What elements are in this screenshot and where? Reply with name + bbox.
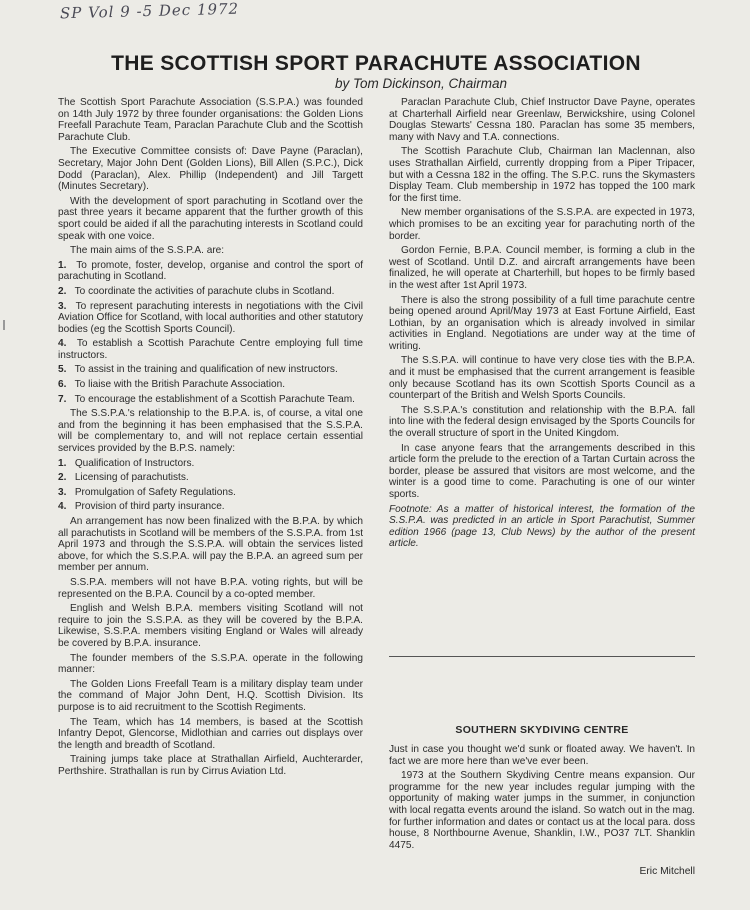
margin-mark bbox=[3, 320, 5, 330]
article-title: THE SCOTTISH SPORT PARACHUTE ASSOCIATION bbox=[111, 52, 641, 75]
footnote: Footnote: As a matter of historical interest, the formation of the S.S.P.A. was predicted in an article in Sport Parachutist, Summer edition 1966 (page 13, Club News) by the author of the present article. bbox=[389, 503, 695, 550]
aim-text: To assist in the training and qualification of new instructors. bbox=[74, 364, 338, 376]
aim-item bbox=[58, 301, 363, 336]
paragraph: In case anyone fears that the arrangements described in this article form the prelude to the erection of a Tartan Curtain across the border, please be assured that visitors are most welcome, and the winter is a good time to come. Parachuting is one of our winter sports. bbox=[389, 442, 695, 500]
left-column bbox=[58, 97, 363, 780]
aim-text: To liaise with the British Parachute Association. bbox=[74, 379, 286, 391]
aim-number: 4. bbox=[58, 338, 67, 350]
paragraph: The Scottish Sport Parachute Association (S.S.P.A.) was founded on 14th July 1972 by three founder organisations: the Golden Lions Freefall Parachute Team, Paraclan Parachute Club and the Scottish Parachute Club. bbox=[58, 97, 363, 143]
paragraph: Training jumps take place at Strathallan Airfield, Auchterarder, Perthshire. Strathallan is run by Cirrus Aviation Ltd. bbox=[58, 754, 363, 777]
aim-number: 5. bbox=[58, 364, 67, 376]
service-text: Provision of third party insurance. bbox=[74, 501, 225, 513]
aim-item bbox=[58, 260, 363, 283]
aim-number: 7. bbox=[58, 393, 67, 405]
aim-number: 1. bbox=[58, 259, 67, 271]
paragraph: The S.S.P.A.'s constitution and relationship with the B.P.A. fall into line with the federal design envisaged by the Sports Councils for the overall structure of sport in the United Kingdom. bbox=[389, 404, 695, 440]
aim-text: To represent parachuting interests in negotiations with the Civil Aviation Office for Scotland, with local authorities and other statutory bodies (eg the Scottish Sports Council). bbox=[58, 300, 363, 335]
paragraph: The Executive Committee consists of: Dave Payne (Paraclan), Secretary, Major John Dent (Golden Lions), Bill Allen (S.P.C.), Dick Dodd (Paraclan), Alex. Phillip (Independent) and Jill Targett (Minutes Secretary). bbox=[58, 146, 363, 193]
service-text: Promulgation of Safety Regulations. bbox=[74, 486, 236, 498]
aim-item bbox=[58, 338, 363, 361]
service-number: 4. bbox=[58, 501, 67, 513]
service-text: Licensing of parachutists. bbox=[74, 472, 189, 484]
signature: Eric Mitchell bbox=[639, 866, 695, 877]
aim-number: 2. bbox=[58, 285, 67, 297]
aim-item bbox=[58, 286, 363, 298]
right-column bbox=[389, 97, 695, 553]
aim-number: 3. bbox=[58, 300, 67, 312]
paragraph: The Scottish Parachute Club, Chairman Ian Maclennan, also uses Strathallan Airfield, currently dropping from a Piper Tripacer, but with a Cessna 182 in the offing. The S.P.C. runs the Skymasters Display Team. Club membership in 1972 has topped the 100 mark for the first time. bbox=[389, 146, 695, 204]
service-item bbox=[58, 487, 363, 499]
paragraph: Just in case you thought we'd sunk or floated away. We haven't. In fact we are more here than we've ever been. bbox=[389, 744, 695, 767]
southern-section-title: SOUTHERN SKYDIVING CENTRE bbox=[455, 724, 629, 736]
service-item bbox=[58, 472, 363, 484]
aim-text: To coordinate the activities of parachute clubs in Scotland. bbox=[74, 285, 335, 297]
service-item bbox=[58, 501, 363, 513]
aim-item bbox=[58, 364, 363, 376]
service-number: 3. bbox=[58, 486, 67, 498]
paragraph: S.S.P.A. members will not have B.P.A. voting rights, but will be represented on the B.P.A. Council by a co-opted member. bbox=[58, 576, 363, 600]
aim-number: 6. bbox=[58, 379, 67, 391]
aim-item bbox=[58, 394, 363, 406]
paragraph: The main aims of the S.S.P.A. are: bbox=[70, 245, 225, 257]
service-item bbox=[58, 458, 363, 470]
southern-section-body bbox=[389, 744, 695, 854]
paragraph: An arrangement has now been finalized with the B.P.A. by which all parachutists in Scotland will be members of the S.S.P.A. from 1st April 1973 and through the S.S.P.A. will obtain the services listed above, for which the S.S.P.A. will pay the B.P.A. an agreed sum per member per annum. bbox=[58, 516, 363, 574]
paragraph: Paraclan Parachute Club, Chief Instructor Dave Payne, operates at Charterhall Airfield near Greenlaw, Berwickshire, using Colonel Douglas Stewarts' Cessna 180. Paraclan has some 35 members, many with Navy and T.A. connections. bbox=[389, 97, 695, 143]
handwritten-annotation: SP Vol 9 -5 Dec 1972 bbox=[59, 0, 240, 23]
section-divider bbox=[389, 656, 695, 657]
paragraph: Gordon Fernie, B.P.A. Council member, is forming a club in the west of Scotland. Until D.Z. and aircraft arrangements have been finalized, he will operate at Charterhill, but hopes to be firmly based in the west after 1st April 1973. bbox=[389, 245, 695, 291]
paragraph: English and Welsh B.P.A. members visiting Scotland will not require to join the S.S.P.A. as they will be covered by the B.P.A. Likewise, S.S.P.A. members visiting England or Wales will already be covered by B.P.A. insurance. bbox=[58, 603, 363, 649]
service-number: 2. bbox=[58, 472, 67, 484]
paragraph: The Golden Lions Freefall Team is a military display team under the command of Major John Dent, H.Q. Scottish Division. Its purpose is to aid recruitment to the Scottish Regiments. bbox=[58, 678, 363, 713]
aim-text: To encourage the establishment of a Scottish Parachute Team. bbox=[74, 393, 355, 405]
paragraph: The S.S.P.A.'s relationship to the B.P.A. is, of course, a vital one and from the beginning it has been emphasised that the S.S.P.A. will be complementary to, and will not replace certain essential services provided by the B.P.S. namely: bbox=[58, 408, 363, 455]
service-number: 1. bbox=[58, 457, 67, 469]
paragraph: The S.S.P.A. will continue to have very close ties with the B.P.A. and it must be emphasised that the current arrangement is feasible only because Scotland has its own Scottish Sports Council as a counterpart of the British and Welsh Sports Councils. bbox=[389, 355, 695, 402]
aim-text: To promote, foster, develop, organise and control the sport of parachuting in Scotland. bbox=[58, 259, 363, 283]
paragraph: New member organisations of the S.S.P.A. are expected in 1973, which promises to be an exciting year for parachuting north of the border. bbox=[389, 207, 695, 242]
paragraph: The founder members of the S.S.P.A. operate in the following manner: bbox=[58, 652, 363, 676]
paragraph: With the development of sport parachuting in Scotland over the past three years it became apparent that the further growth of this sport could be aided if all the parachuting interests in Scotland could speak with one voice. bbox=[58, 195, 363, 242]
paragraph: The Team, which has 14 members, is based at the Scottish Infantry Depot, Glencorse, Midlothian and carries out displays over the length and breadth of Scotland. bbox=[58, 716, 363, 751]
service-text: Qualification of Instructors. bbox=[74, 457, 195, 469]
aim-item bbox=[58, 379, 363, 391]
paragraph: 1973 at the Southern Skydiving Centre means expansion. Our programme for the new year includes regular jumping with the opportunity of making water jumps in the summer, in conjunction with local regatta events around the island. So watch out in the mag. for further information and dates or contact us at the local para. doss house, 8 Northbourne Avenue, Shanklin, I.W., PO37 7LT. Shanklin 4475. bbox=[389, 770, 695, 851]
aim-text: To establish a Scottish Parachute Centre employing full time instructors. bbox=[58, 338, 363, 361]
article-byline: by Tom Dickinson, Chairman bbox=[334, 76, 508, 91]
paragraph: There is also the strong possibility of a full time parachute centre being opened around April/May 1973 at East Fortune Airfield, East Lothian, by an organisation which is already involved in similar activities in England. Negotiations are under way at the time of writing. bbox=[389, 294, 695, 352]
